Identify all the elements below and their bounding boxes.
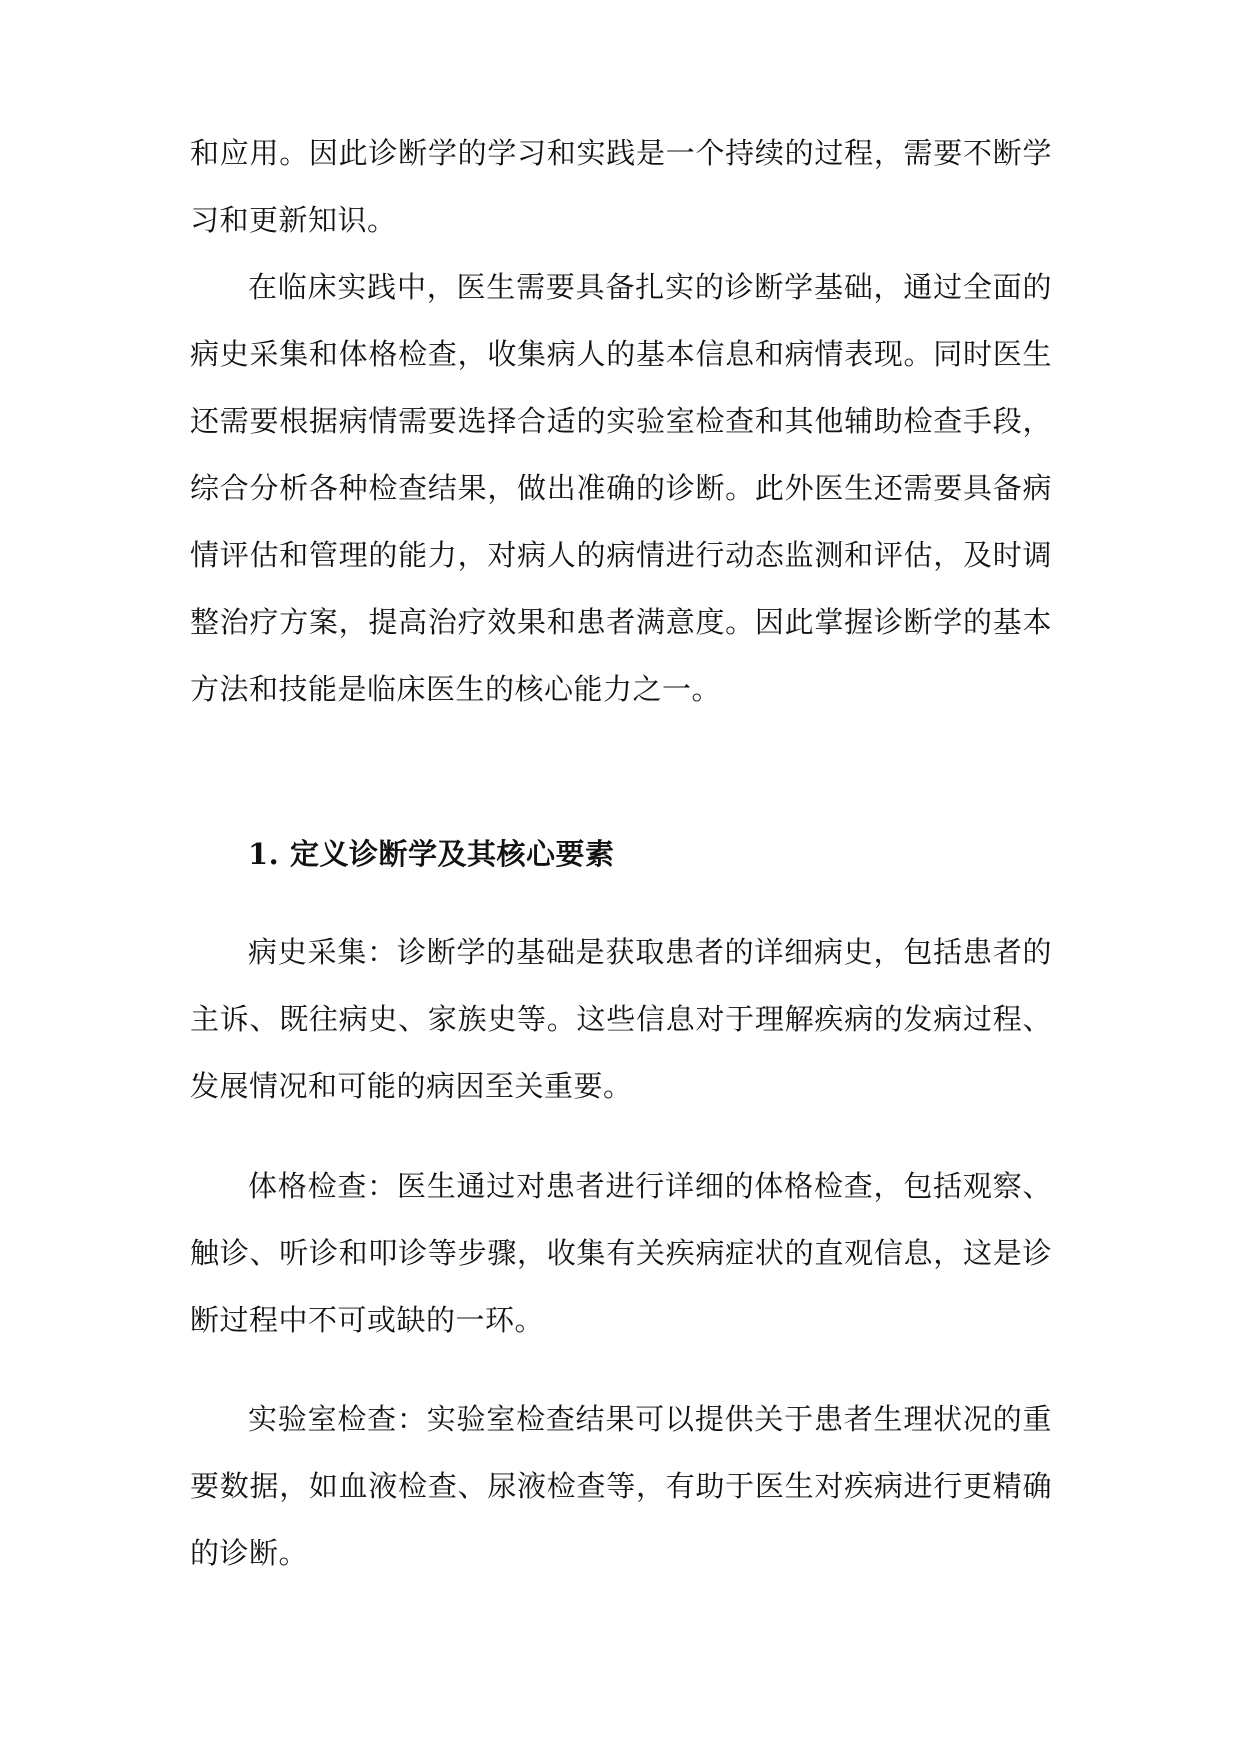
paragraph-lab-tests: 实验室检查：实验室检查结果可以提供关于患者生理状况的重要数据，如血液检查、尿液检查等，有助于医生对疾病进行更精确的诊断。	[190, 1402, 1052, 1570]
section-number: 1.	[248, 837, 280, 871]
paragraph-continuation: 和应用。因此诊断学的学习和实践是一个持续的过程，需要不断学习和更新知识。	[190, 136, 1052, 237]
section-title: 定义诊断学及其核心要素	[290, 837, 615, 871]
section-heading	[248, 821, 1048, 888]
paragraph-physical-exam: 体格检查：医生通过对患者进行详细的体格检查，包括观察、触诊、听诊和叩诊等步骤，收集有关疾病症状的直观信息，这是诊断过程中不可或缺的一环。	[190, 1169, 1052, 1337]
paragraph-history-taking: 病史采集：诊断学的基础是获取患者的详细病史，包括患者的主诉、既往病史、家族史等。这些信息对于理解疾病的发病过程、发展情况和可能的病因至关重要。	[190, 935, 1052, 1103]
paragraph-clinical-practice: 在临床实践中，医生需要具备扎实的诊断学基础，通过全面的病史采集和体格检查，收集病人的基本信息和病情表现。同时医生还需要根据病情需要选择合适的实验室检查和其他辅助检查手段，综合分析各种检查结果，做出准确的诊断。此外医生还需要具备病情评估和管理的能力，对病人的病情进行动态监测和评估，及时调整治疗方案，提高治疗效果和患者满意度。因此掌握诊断学的基本方法和技能是临床医生的核心能力之一。	[190, 270, 1052, 706]
